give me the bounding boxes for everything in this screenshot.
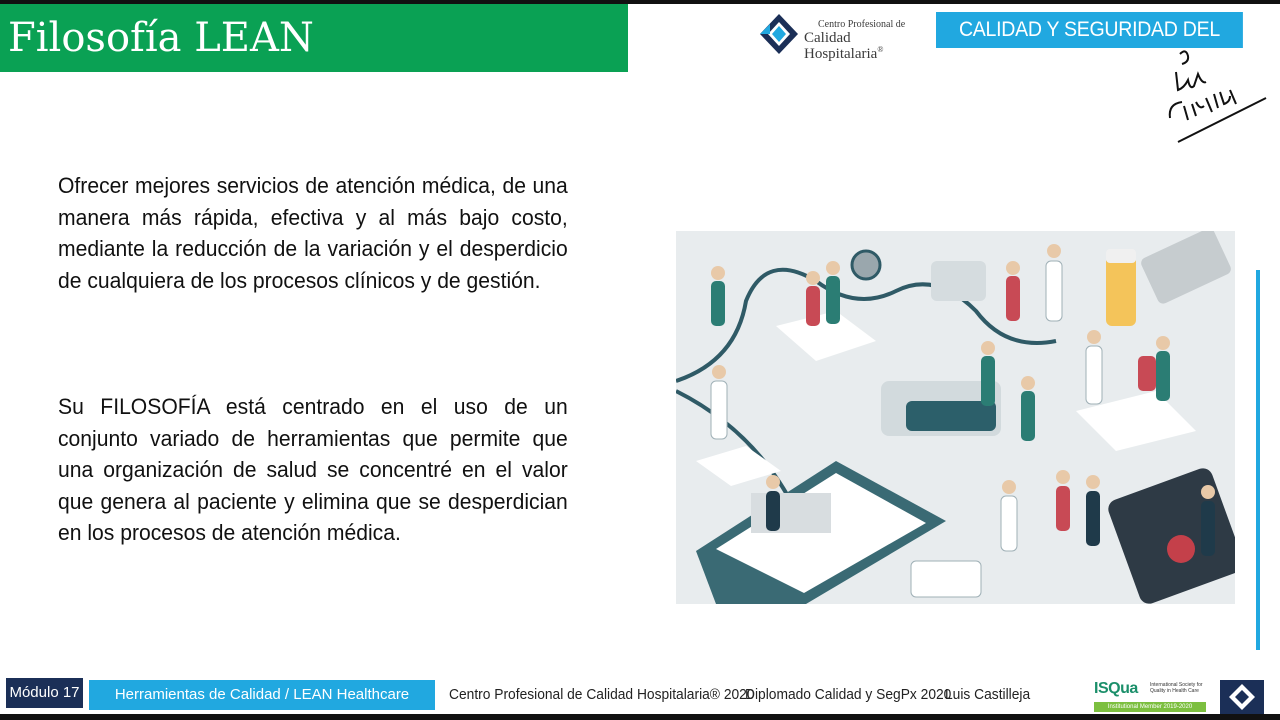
bottom-edge-strip bbox=[0, 714, 1280, 720]
footer-author: Luis Castilleja bbox=[945, 686, 1031, 703]
handwritten-signature bbox=[1160, 46, 1270, 146]
isqua-subtitle-line-1: International Society for bbox=[1150, 682, 1203, 688]
corner-logo-icon bbox=[1220, 680, 1264, 714]
scroll-indicator bbox=[1256, 270, 1260, 650]
healthcare-illustration bbox=[676, 231, 1235, 604]
slide-title: Filosofía LEAN bbox=[0, 4, 628, 72]
paragraph-purpose: Ofrecer mejores servicios de atención médica, de una manera más rápida, efectiva y al más bajo costo, mediante la reducción de la variación y el desperdicio de cualquiera de los procesos clínicos y de gestión. bbox=[58, 173, 568, 293]
logo-line-1: Centro Profesional de bbox=[818, 19, 906, 30]
course-title-bar: Herramientas de Calidad / LEAN Healthcare bbox=[89, 680, 435, 710]
cpch-logo-text bbox=[804, 20, 930, 63]
cpch-logo bbox=[758, 12, 930, 63]
paragraph-philosophy: Su FILOSOFÍA está centrado en el uso de un conjunto variado de herramientas que permite que una organización de salud se concentré en el valor que genera al paciente y elimina que se desperdician en los procesos de atención médica. bbox=[58, 394, 568, 545]
isqua-logo bbox=[1094, 680, 1206, 712]
topic-banner: CALIDAD Y SEGURIDAD DEL PACIENTE bbox=[936, 12, 1243, 48]
logo-line-2: Calidad Hospitalaria® bbox=[804, 29, 884, 63]
isqua-logo-subtitle bbox=[1150, 682, 1203, 694]
module-badge: Módulo 17 bbox=[6, 678, 83, 708]
footer-program: Diplomado Calidad y SegPx 2020 bbox=[745, 686, 952, 703]
cpch-logo-icon bbox=[758, 12, 800, 56]
isqua-member-strip: Institutional Member 2019-2020 bbox=[1094, 702, 1206, 712]
footer-center-name: Centro Profesional de Calidad Hospitalaria® 2020 bbox=[449, 686, 755, 703]
isqua-logo-mark: ISQua bbox=[1094, 680, 1138, 697]
isqua-subtitle-line-2: Quality in Health Care bbox=[1150, 688, 1199, 694]
corner-logo bbox=[1220, 680, 1264, 714]
